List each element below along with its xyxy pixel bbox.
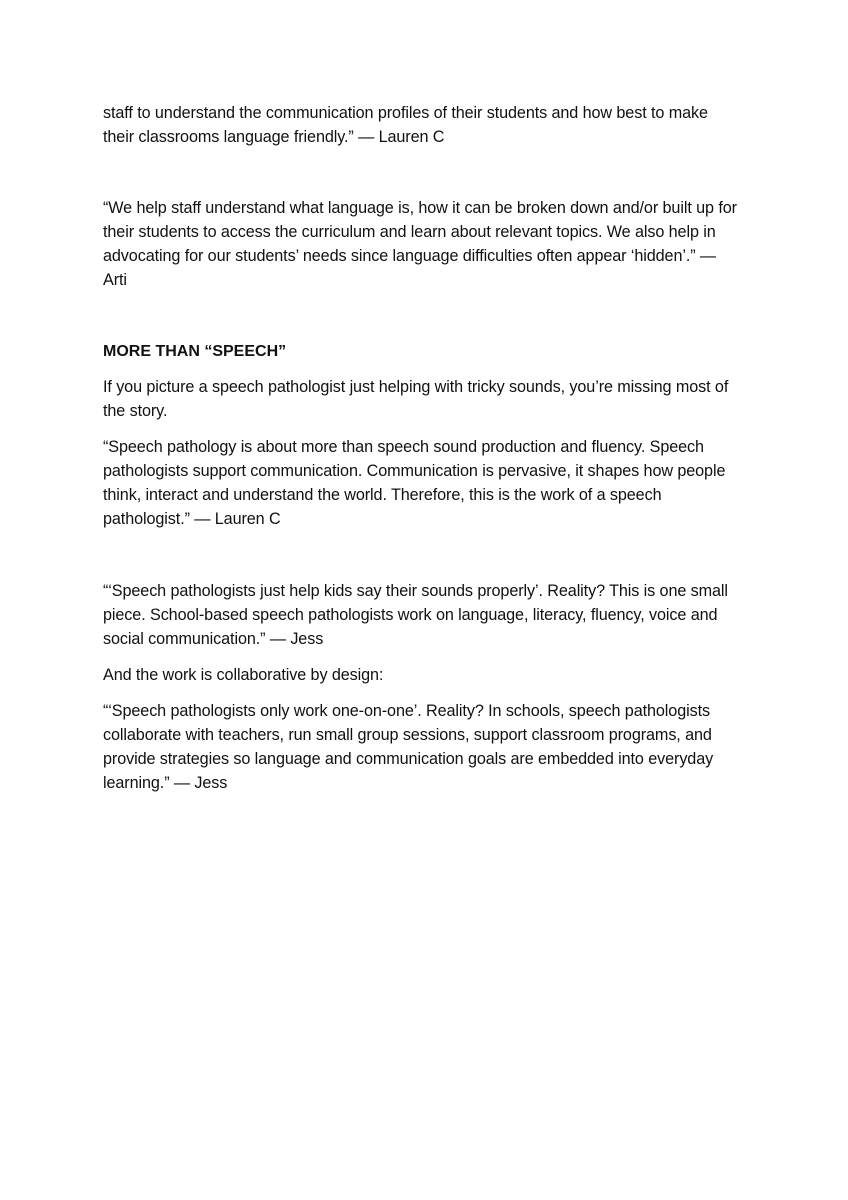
paragraph-lauren-c-quote: “Speech pathology is about more than speech sound production and fluency. Speech pathologists support communication. Communication is pervasive, it shapes how people think, interact and understand the world. Therefore, this is the work of a speech pathologist.” — Lauren C <box>103 438 726 528</box>
paragraph-lauren-c-continued: staff to understand the communication profiles of their students and how best to make their classrooms language friendly.” — Lauren C <box>103 104 708 146</box>
paragraph-intro: If you picture a speech pathologist just helping with tricky sounds, you’re missing most of the story. <box>103 378 729 420</box>
paragraph-jess-quote-one-on-one: “‘Speech pathologists only work one-on-one’. Reality? In schools, speech pathologists collaborate with teachers, run small group sessions, support classroom programs, and provide strategies so language and communication goals are embedded into everyday learning.” — Jess <box>103 702 714 792</box>
paragraph-collaborative: And the work is collaborative by design: <box>103 666 384 684</box>
paragraph-jess-quote-sounds: “‘Speech pathologists just help kids say their sounds properly’. Reality? This is one small piece. School-based speech pathologists work on language, literacy, fluency, voice and social communication.” — Jess <box>103 582 728 648</box>
paragraph-arti-quote: “We help staff understand what language is, how it can be broken down and/or built up for their students to access the curriculum and learn about relevant topics. We also help in advocating for our students’ needs since language difficulties often appear ‘hidden’.” — Arti <box>103 199 737 289</box>
section-heading: MORE THAN “SPEECH” <box>103 343 287 360</box>
